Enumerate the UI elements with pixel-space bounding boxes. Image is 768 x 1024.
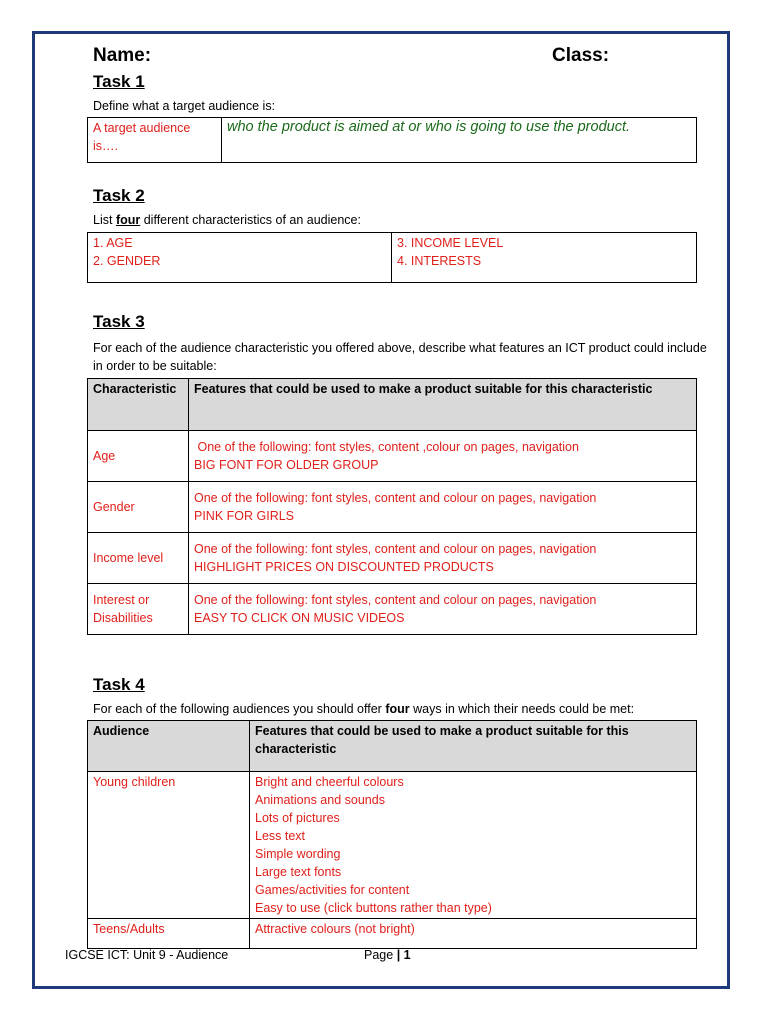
list-item: 1. AGE bbox=[93, 236, 133, 250]
list-item: 3. INCOME LEVEL bbox=[397, 236, 504, 250]
list-item: Animations and sounds bbox=[255, 793, 385, 807]
class-label: Class: bbox=[552, 45, 610, 66]
table-row bbox=[88, 533, 697, 584]
list-item: Bright and cheerful colours bbox=[255, 775, 404, 789]
task4-header-features: Features that could be used to make a product suitable for this characteristic bbox=[250, 721, 697, 772]
row-features: One of the following: font styles, content and colour on pages, navigation HIGHLIGHT PRICES ON DISCOUNTED PRODUCTS bbox=[189, 533, 697, 584]
task3-instruction: For each of the audience characteristic you offered above, describe what features an ICT product could include in order to be suitable: bbox=[93, 341, 707, 373]
row-label: Young children bbox=[88, 772, 250, 919]
task1-table bbox=[87, 117, 697, 163]
table-row bbox=[88, 772, 697, 919]
task2-title: Task 2 bbox=[93, 186, 145, 205]
table-row bbox=[88, 482, 697, 533]
row-label: Income level bbox=[88, 533, 189, 584]
row-label: Teens/Adults bbox=[88, 919, 250, 949]
task3-header-characteristic: Characteristic bbox=[88, 379, 189, 431]
list-item: Lots of pictures bbox=[255, 811, 340, 825]
row-features: One of the following: font styles, content and colour on pages, navigation PINK FOR GIRLS bbox=[189, 482, 697, 533]
task2-cell-right bbox=[392, 233, 697, 283]
task4-header-audience: Audience bbox=[88, 721, 250, 772]
row-label: Age bbox=[88, 431, 189, 482]
row-label: Gender bbox=[88, 482, 189, 533]
table-row bbox=[88, 919, 697, 949]
task3-table bbox=[87, 378, 697, 635]
task2-table bbox=[87, 232, 697, 283]
row-features bbox=[250, 919, 697, 949]
footer-page: Page | 1 bbox=[364, 948, 411, 962]
table-row bbox=[88, 431, 697, 482]
row-features: One of the following: font styles, content ,colour on pages, navigation BIG FONT FOR OLDER GROUP bbox=[189, 431, 697, 482]
task2-instruction: List four different characteristics of an audience: bbox=[93, 213, 361, 227]
task4-table bbox=[87, 720, 697, 949]
task1-prompt: A target audience is…. bbox=[88, 118, 222, 163]
task1-answer: who the product is aimed at or who is going to use the product. bbox=[222, 118, 697, 163]
list-item: Games/activities for content bbox=[255, 883, 410, 897]
table-row bbox=[88, 584, 697, 635]
task2-cell-left bbox=[88, 233, 392, 283]
row-label: Interest or Disabilities bbox=[88, 584, 189, 635]
task1-instruction: Define what a target audience is: bbox=[93, 99, 276, 113]
task3-header-features: Features that could be used to make a product suitable for this characteristic bbox=[189, 379, 697, 431]
task4-instruction: For each of the following audiences you should offer four ways in which their needs could be met: bbox=[93, 702, 635, 716]
list-item: Simple wording bbox=[255, 847, 341, 861]
list-item: 4. INTERESTS bbox=[397, 254, 482, 268]
list-item: Attractive colours (not bright) bbox=[255, 922, 415, 936]
name-label: Name: bbox=[93, 45, 152, 66]
row-features bbox=[250, 772, 697, 919]
footer-unit: IGCSE ICT: Unit 9 - Audience bbox=[65, 948, 229, 962]
task3-title: Task 3 bbox=[93, 312, 145, 331]
task4-title: Task 4 bbox=[93, 675, 145, 694]
list-item: Less text bbox=[255, 829, 306, 843]
list-item: Easy to use (click buttons rather than type) bbox=[255, 901, 492, 915]
list-item: Large text fonts bbox=[255, 865, 342, 879]
task1-title: Task 1 bbox=[93, 72, 145, 91]
row-features: One of the following: font styles, content and colour on pages, navigation EASY TO CLICK ON MUSIC VIDEOS bbox=[189, 584, 697, 635]
list-item: 2. GENDER bbox=[93, 254, 161, 268]
